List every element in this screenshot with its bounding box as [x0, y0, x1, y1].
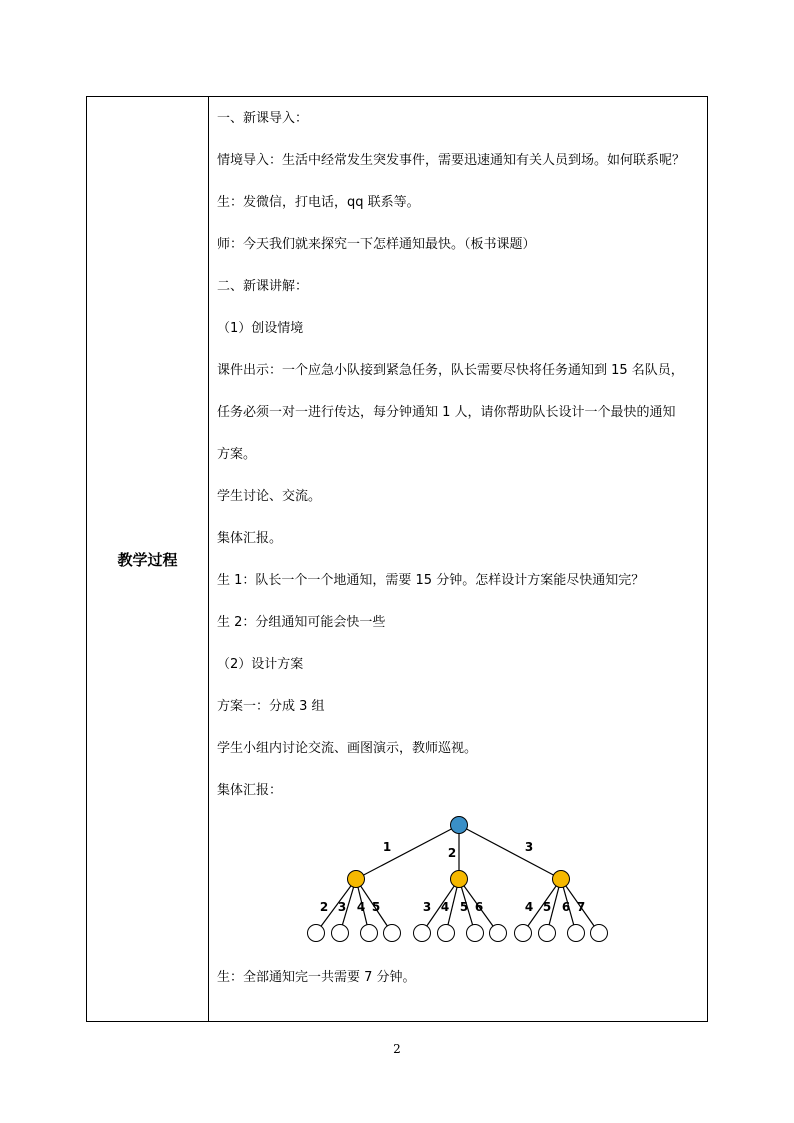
tree-edge — [459, 825, 561, 879]
text-line: 二、新课讲解： — [217, 279, 309, 294]
edge-label: 4 — [440, 900, 450, 914]
edge-label: 5 — [371, 900, 381, 914]
leaf-node — [490, 925, 507, 942]
leaf-node — [515, 925, 532, 942]
text-line: 生：发微信，打电话，qq 联系等。 — [217, 195, 420, 210]
leaf-node — [591, 925, 608, 942]
text-line: 情境导入：生活中经常发生突发事件，需要迅速通知有关人员到场。如何联系呢？ — [217, 153, 686, 168]
text-line: 学生小组内讨论交流、画图演示，教师巡视。 — [217, 741, 478, 756]
edge-label: 5 — [459, 900, 469, 914]
section-label: 教学过程 — [117, 551, 178, 569]
text-line: （2）设计方案 — [217, 657, 304, 672]
notification-tree-diagram — [217, 812, 702, 952]
tree-edge — [356, 825, 459, 879]
conclusion-text: 生：全部通知完一共需要 7 分钟。 — [217, 970, 416, 985]
column-divider — [208, 97, 209, 1021]
group-node — [553, 871, 570, 888]
text-line: 任务必须一对一进行传达，每分钟通知 1 人，请你帮助队长设计一个最快的通知 — [217, 405, 676, 420]
text-line: 课件出示：一个应急小队接到紧急任务，队长需要尽快将任务通知到 15 名队员， — [217, 363, 684, 378]
leaf-node — [308, 925, 325, 942]
text-line: 师：今天我们就来探究一下怎样通知最快。（板书课题） — [217, 237, 536, 252]
edge-label: 2 — [319, 900, 329, 914]
text-line: 生 2：分组通知可能会快一些 — [217, 615, 386, 630]
leaf-node — [414, 925, 431, 942]
lesson-table — [86, 96, 708, 1022]
edge-label: 4 — [524, 900, 534, 914]
text-line: 方案。 — [217, 447, 257, 462]
text-line: （1）创设情境 — [217, 321, 304, 336]
text-line: 集体汇报： — [217, 783, 283, 798]
group-node — [348, 871, 365, 888]
leaf-node — [467, 925, 484, 942]
edge-label: 6 — [474, 900, 484, 914]
text-line: 一、新课导入： — [217, 111, 309, 126]
edge-label: 7 — [576, 900, 586, 914]
leaf-node — [568, 925, 585, 942]
leaf-node — [361, 925, 378, 942]
edge-label: 4 — [356, 900, 366, 914]
leaf-node — [438, 925, 455, 942]
group-node — [451, 871, 468, 888]
leaf-node — [539, 925, 556, 942]
edge-label: 2 — [447, 846, 457, 860]
page-number: 2 — [393, 1042, 401, 1056]
text-line: 集体汇报。 — [217, 531, 283, 546]
leaf-node — [332, 925, 349, 942]
leaf-node — [384, 925, 401, 942]
text-line: 生 1：队长一个一个地通知，需要 15 分钟。怎样设计方案能尽快通知完？ — [217, 573, 645, 588]
text-line: 学生讨论、交流。 — [217, 489, 322, 504]
edge-label: 5 — [542, 900, 552, 914]
edge-label: 3 — [337, 900, 347, 914]
text-line: 方案一：分成 3 组 — [217, 699, 325, 714]
edge-label: 1 — [382, 840, 392, 854]
edge-label: 6 — [561, 900, 571, 914]
root-node — [451, 817, 468, 834]
edge-label: 3 — [422, 900, 432, 914]
edge-label: 3 — [524, 840, 534, 854]
